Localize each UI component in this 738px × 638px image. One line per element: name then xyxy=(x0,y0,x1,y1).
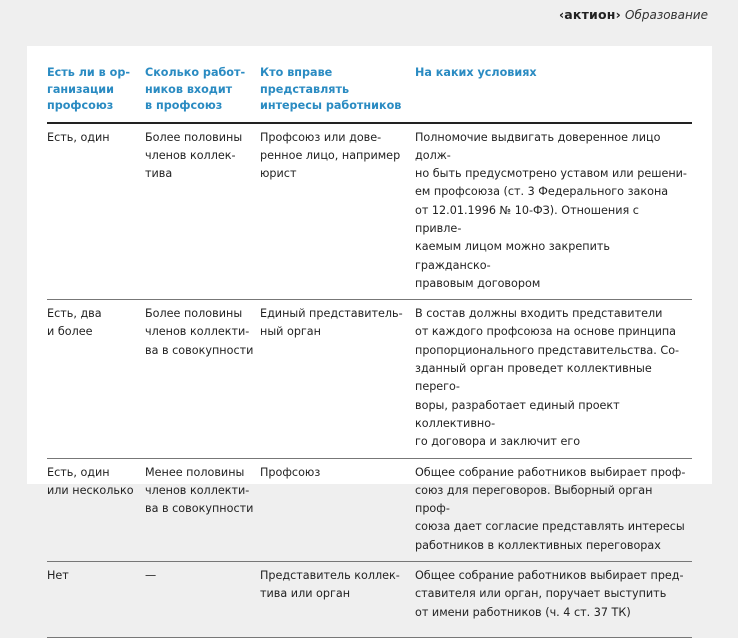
cell-union-exists: Есть, два и более xyxy=(47,300,145,458)
header-union-exists: Есть ли в ор- ганизации профсоюз xyxy=(47,62,145,123)
cell-union-exists: Нет xyxy=(47,562,145,638)
cell-union-exists: Есть, один или несколько xyxy=(47,458,145,561)
cell-members-count: Менее половины членов коллекти- ва в совокупности xyxy=(145,458,260,561)
table-row xyxy=(47,458,692,561)
table-card xyxy=(27,46,712,619)
cell-conditions: Полномочие выдвигать доверенное лицо долж- но быть предусмотрено уставом или решени- ем профсоюза (ст. 3 Федерального закона от 12.01.1996 № 10-ФЗ). Отношения с привле- каемым лицом можно закрепить гражданско- правовым договором xyxy=(415,123,692,300)
table-row xyxy=(47,300,692,458)
cell-who-represents: Профсоюз xyxy=(260,458,415,561)
cell-who-represents: Профсоюз или дове- ренное лицо, например юрист xyxy=(260,123,415,300)
cell-conditions: Общее собрание работников выбирает пред- ставителя или орган, поручает выступить от имени работников (ч. 4 ст. 37 ТК) xyxy=(415,562,692,638)
cell-members-count: Более половины членов коллек- тива xyxy=(145,123,260,300)
brand-logo xyxy=(559,7,708,25)
cell-members-count: — xyxy=(145,562,260,638)
table-row xyxy=(47,562,692,638)
brand-name: ‹актион› xyxy=(558,7,621,22)
cell-who-represents: Представитель коллек- тива или орган xyxy=(260,562,415,638)
cell-union-exists: Есть, один xyxy=(47,123,145,300)
cell-conditions: В состав должны входить представители от каждого профсоюза на основе принципа пропорционального представительства. Со- зданный орган проведет коллективные перего- воры, разработает единый проект коллективно- го договора и заключит его xyxy=(415,300,692,458)
cell-conditions: Общее собрание работников выбирает проф- союз для переговоров. Выборный орган проф- союза дает согласие представлять интересы работников в коллективных переговорах xyxy=(415,458,692,561)
trade-union-table xyxy=(47,62,692,638)
header-who-represents: Кто вправе представлять интересы работников xyxy=(260,62,415,123)
header-conditions: На каких условиях xyxy=(415,62,692,123)
brand-subtitle: Образование xyxy=(625,8,708,22)
table-row xyxy=(47,123,692,300)
table-header-row xyxy=(47,62,692,123)
cell-who-represents: Единый представитель- ный орган xyxy=(260,300,415,458)
cell-members-count: Более половины членов коллекти- ва в совокупности xyxy=(145,300,260,458)
header-members-count: Сколько работ- ников входит в профсоюз xyxy=(145,62,260,123)
